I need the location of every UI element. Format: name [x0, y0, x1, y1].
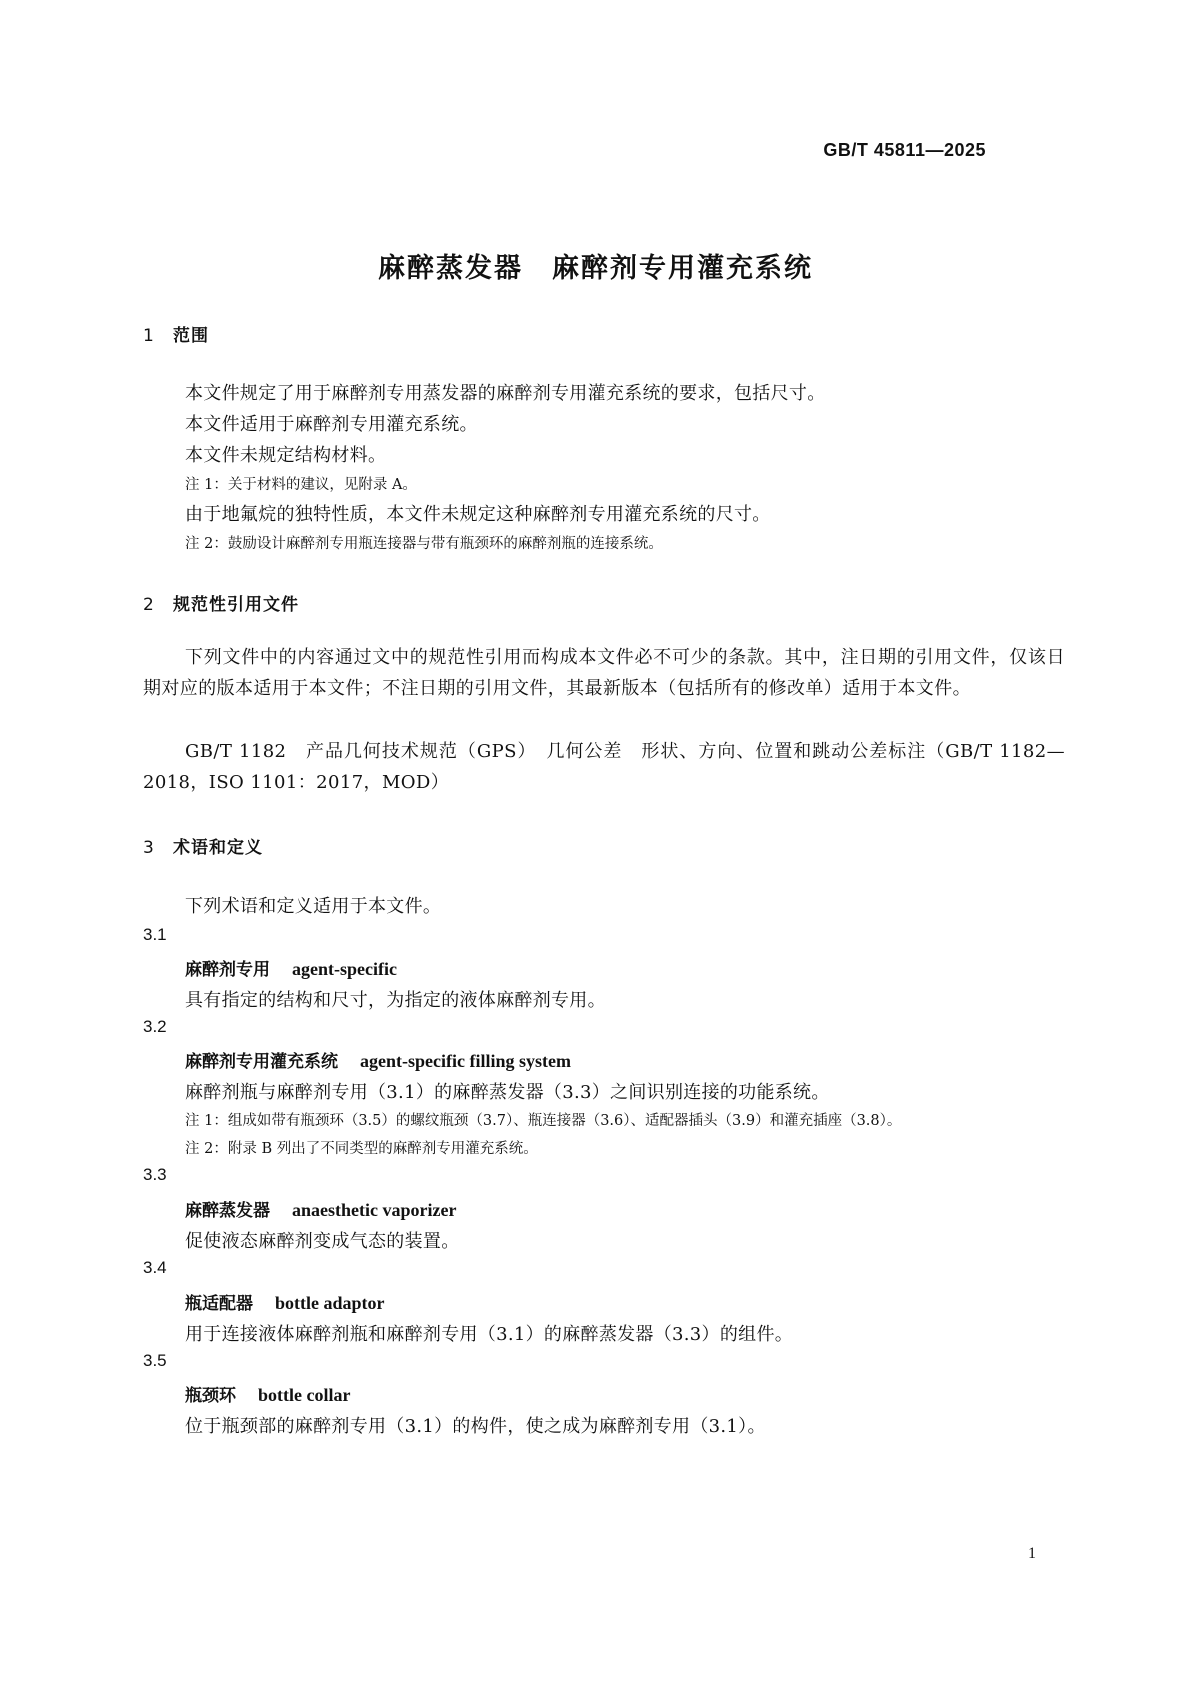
section-3-heading [143, 833, 263, 858]
term-zh: 麻醉蒸发器 [185, 1201, 270, 1221]
term-heading [185, 1289, 385, 1314]
term-definition: 促使液态麻醉剂变成气态的装置。 [185, 1231, 460, 1252]
paragraph: 本文件未规定结构材料。 [185, 445, 387, 466]
paragraph: 本文件适用于麻醉剂专用灌充系统。 [185, 414, 478, 435]
note: 注 1：关于材料的建议，见附录 A。 [185, 477, 417, 493]
term-en: agent-specific filling system [360, 1051, 571, 1071]
term-en: bottle collar [258, 1385, 351, 1405]
reference-entry: GB/T 1182 产品几何技术规范（GPS） 几何公差 形状、方向、位置和跳动公差标注（GB/T 1182—2018，ISO 1101：2017，MOD） [143, 741, 1065, 793]
term-definition: 麻醉剂瓶与麻醉剂专用（3.1）的麻醉蒸发器（3.3）之间识别连接的功能系统。 [185, 1082, 830, 1103]
term-zh: 瓶适配器 [185, 1294, 253, 1314]
section-number: 1 [143, 326, 155, 346]
paragraph: 下列术语和定义适用于本文件。 [185, 896, 442, 917]
term-definition: 位于瓶颈部的麻醉剂专用（3.1）的构件，使之成为麻醉剂专用（3.1）。 [185, 1416, 766, 1437]
term-zh: 麻醉剂专用灌充系统 [185, 1052, 338, 1072]
term-heading [185, 955, 397, 980]
term-number: 3.5 [143, 1351, 167, 1370]
standard-code: GB/T 45811—2025 [823, 140, 986, 160]
term-zh: 麻醉剂专用 [185, 960, 270, 980]
term-definition: 用于连接液体麻醉剂瓶和麻醉剂专用（3.1）的麻醉蒸发器（3.3）的组件。 [185, 1324, 794, 1345]
section-number: 3 [143, 838, 155, 858]
term-en: bottle adaptor [275, 1293, 385, 1313]
section-title: 规范性引用文件 [173, 595, 299, 615]
term-number: 3.4 [143, 1258, 167, 1277]
paragraph: 本文件规定了用于麻醉剂专用蒸发器的麻醉剂专用灌充系统的要求，包括尺寸。 [185, 383, 826, 404]
section-title: 术语和定义 [173, 838, 263, 858]
paragraph: 由于地氟烷的独特性质，本文件未规定这种麻醉剂专用灌充系统的尺寸。 [185, 504, 771, 525]
term-number: 3.3 [143, 1165, 167, 1184]
page-number: 1 [1028, 1545, 1036, 1562]
term-zh: 瓶颈环 [185, 1386, 236, 1406]
term-en: anaesthetic vaporizer [292, 1200, 457, 1220]
term-definition: 具有指定的结构和尺寸，为指定的液体麻醉剂专用。 [185, 990, 606, 1011]
note: 注 1：组成如带有瓶颈环（3.5）的螺纹瓶颈（3.7）、瓶连接器（3.6）、适配器插头（3.9）和灌充插座（3.8）。 [185, 1113, 902, 1129]
term-en: agent-specific [292, 959, 397, 979]
term-number: 3.2 [143, 1017, 167, 1036]
section-title: 范围 [173, 326, 209, 346]
paragraph: 下列文件中的内容通过文中的规范性引用而构成本文件必不可少的条款。其中，注日期的引用文件，仅该日期对应的版本适用于本文件；不注日期的引用文件，其最新版本（包括所有的修改单）适用于本文件。 [143, 647, 1065, 699]
document-title: 麻醉蒸发器 麻醉剂专用灌充系统 [378, 253, 813, 284]
section-1-heading [143, 321, 209, 346]
note: 注 2：附录 B 列出了不同类型的麻醉剂专用灌充系统。 [185, 1141, 538, 1157]
note: 注 2：鼓励设计麻醉剂专用瓶连接器与带有瓶颈环的麻醉剂瓶的连接系统。 [185, 536, 663, 552]
section-2-heading [143, 590, 299, 615]
term-heading [185, 1381, 350, 1406]
term-heading [185, 1047, 571, 1072]
section-number: 2 [143, 595, 155, 615]
term-heading [185, 1196, 456, 1221]
term-number: 3.1 [143, 925, 167, 944]
